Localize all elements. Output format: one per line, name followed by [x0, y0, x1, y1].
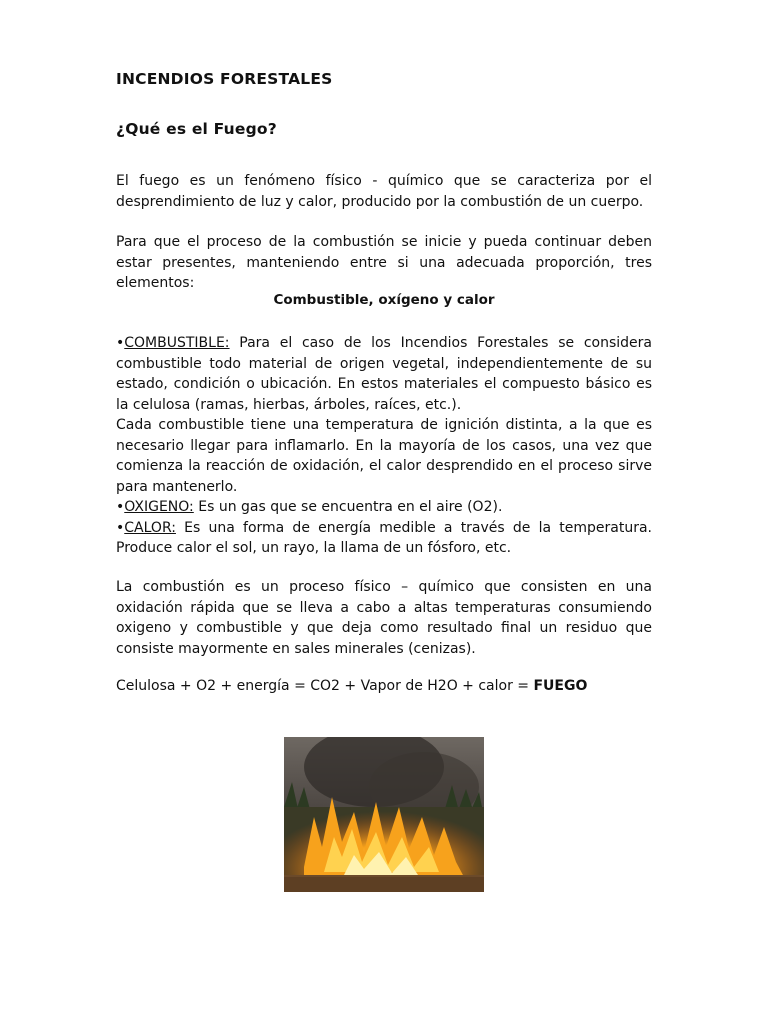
combustible-label: COMBUSTIBLE: [124, 335, 230, 351]
bullet: • [116, 519, 125, 536]
paragraph-combustion-process: Para que el proceso de la combustión se inicie y pueda continuar deben estar presentes, manteniendo entre si una adecuada proporción, tres elementos: [116, 234, 652, 291]
elements-heading: Combustible, oxígeno y calor [273, 292, 495, 308]
calor-text: Es una forma de energía medible a través de la temperatura. Produce calor el sol, un rayo, la llama de un fósforo, etc. [116, 519, 652, 556]
elements-list [116, 333, 652, 559]
section-question: ¿Qué es el Fuego? [116, 120, 277, 138]
document-title: INCENDIOS FORESTALES [116, 70, 333, 88]
formula-text: Celulosa + O2 + energía = CO2 + Vapor de H2O + calor = [116, 678, 534, 694]
calor-label: CALOR: [124, 519, 176, 536]
forest-fire-photo-icon [284, 737, 484, 892]
bullet: • [116, 499, 125, 515]
paragraph-combustion-definition: La combustión es un proceso físico – químico que consisten en una oxidación rápida que se lleva a cabo a altas temperaturas consumiendo oxigeno y combustible y que deja como resultado final un residuo que consiste mayormente en sales minerales (cenizas). [116, 579, 652, 657]
bullet: • [116, 335, 125, 351]
combustible-text-2: Cada combustible tiene una temperatura de ignición distinta, a la que es necesario llegar para inflamarlo. En la mayoría de los casos, una vez que comienza la reacción de oxidación, el calor desprendido en el proceso sirve para mantenerlo. [116, 417, 652, 495]
formula-result: FUEGO [533, 678, 588, 694]
combustible-text: Para el caso de los Incendios Forestales se considera combustible todo material de origen vegetal, independientemente de su estado, condición o ubicación. En estos materiales el compuesto básico es la celulosa (ramas, hierbas, árboles, raíces, etc.). [116, 335, 652, 413]
combustion-formula [116, 678, 587, 694]
oxigeno-label: OXIGENO: [124, 499, 194, 515]
forest-fire-photo [284, 737, 484, 892]
oxigeno-text: Es un gas que se encuentra en el aire (O2). [193, 499, 503, 515]
paragraph-fire-definition: El fuego es un fenómeno físico - químico que se caracteriza por el desprendimiento de luz y calor, producido por la combustión de un cuerpo. [116, 173, 652, 210]
